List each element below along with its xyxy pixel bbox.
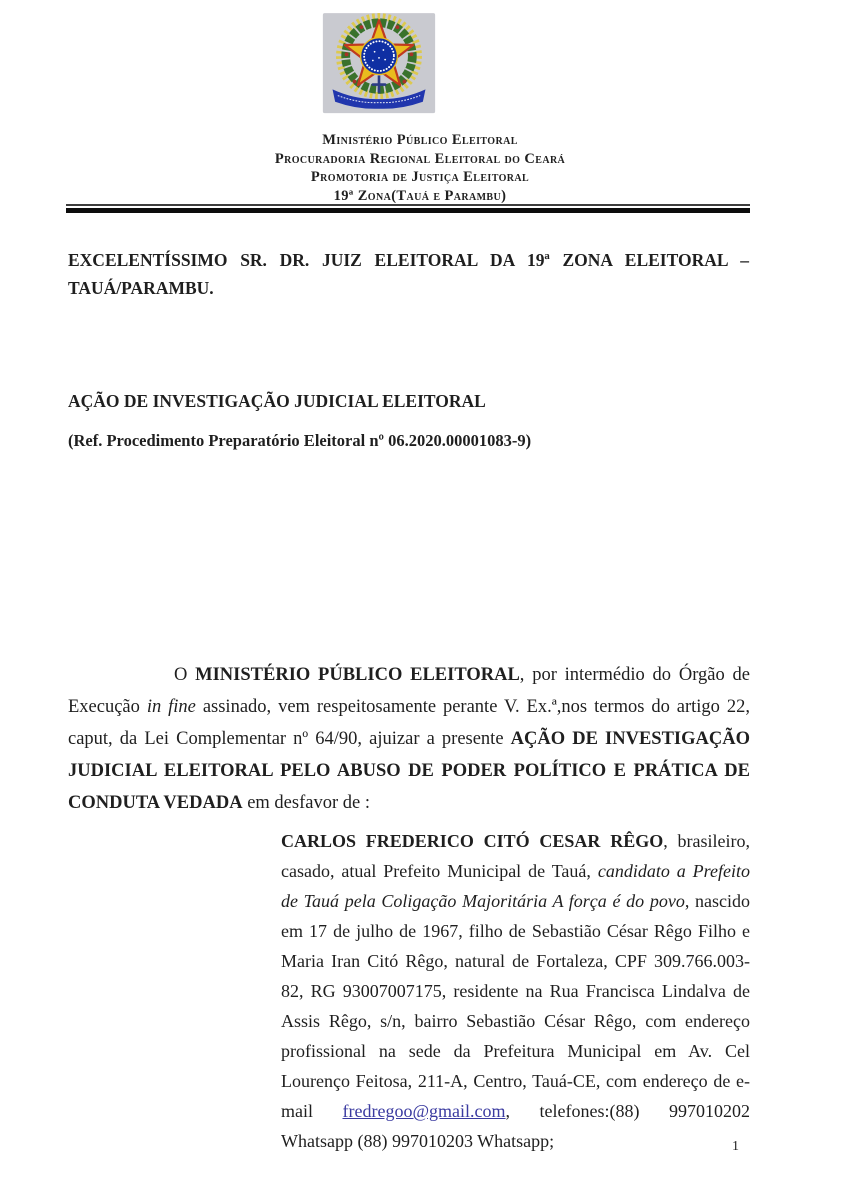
text-segment: , por intermédio do Órgão de Execução — [68, 664, 750, 717]
subject-title: AÇÃO DE INVESTIGAÇÃO JUDICIAL ELEITORAL — [68, 391, 486, 411]
addressee-line-1: EXCELENTÍSSIMO SR. DR. JUIZ ELEITORAL DA 19ª ZONA ELEITORAL – — [68, 250, 749, 270]
text-segment: MINISTÉRIO PÚBLICO ELEITORAL — [195, 664, 520, 685]
text-segment: AÇÃO DE INVESTIGAÇÃO JUDICIAL ELEITORAL PELO ABUSO DE PODER POLÍTICO E PRÁTICA DE CONDUTA VEDADA — [68, 728, 750, 813]
text-segment: , nascido em 17 de julho de 1967, filho de Sebastião César Rêgo Filho e Maria Iran Citó Rêgo, natural de Fortaleza, CPF 309.766.003-82, RG 93007007175, residente na Rua Francisca Lindalva de Assis Rêgo, s/n, bairro Sebastião César Rêgo, com endereço profissional na sede da Prefeitura Municipal em Av. Cel Lourenço Feitosa, 211-A, Centro, Tauá-CE, com endereço de e-mail — [281, 891, 750, 1121]
email-link[interactable]: fredregoo@gmail.com — [342, 1101, 506, 1121]
text-segment: candidato a Prefeito de Tauá pela Coligação Majoritária A força é do povo — [281, 861, 750, 911]
addressee-line-2: TAUÁ/PARAMBU. — [68, 278, 214, 298]
addressee — [68, 246, 749, 302]
text-segment: , telefones:(88) 997010202 Whatsapp (88) 997010203 Whatsapp; — [281, 1101, 750, 1151]
intro-paragraph — [68, 659, 750, 819]
letterhead-line-4: 19ª Zona(Tauá e Parambu) — [333, 188, 507, 205]
letterhead-line-3: Promotoria de Justiça Eleitoral — [310, 169, 530, 186]
text-segment: O — [174, 664, 196, 685]
text-segment: em desfavor de : — [242, 792, 370, 813]
letterhead — [0, 131, 840, 206]
subject-reference: (Ref. Procedimento Preparatório Eleitoral nº 06.2020.00001083-9) — [68, 431, 532, 450]
defendant-paragraph — [281, 826, 750, 1156]
coat-of-arms-icon — [322, 10, 436, 118]
text-segment: CARLOS FREDERICO CITÓ CESAR RÊGO — [281, 831, 664, 851]
letterhead-line-1: Ministério Público Eleitoral — [322, 132, 518, 148]
text-segment: in fine — [146, 696, 196, 717]
text-segment: assinado, vem respeitosamente perante V. Ex.ª,nos termos do artigo 22, caput, da Lei Complementar nº 64/90, ajuizar a presente — [68, 696, 750, 749]
letterhead-rule-thick — [66, 208, 750, 213]
text-segment: , brasileiro, casado, atual Prefeito Municipal de Tauá, — [281, 831, 750, 881]
letterhead-line-2: Procuradoria Regional Eleitoral do Ceará — [274, 150, 566, 167]
page-number: 1 — [732, 1139, 739, 1154]
letterhead-rule-thin — [66, 204, 750, 206]
